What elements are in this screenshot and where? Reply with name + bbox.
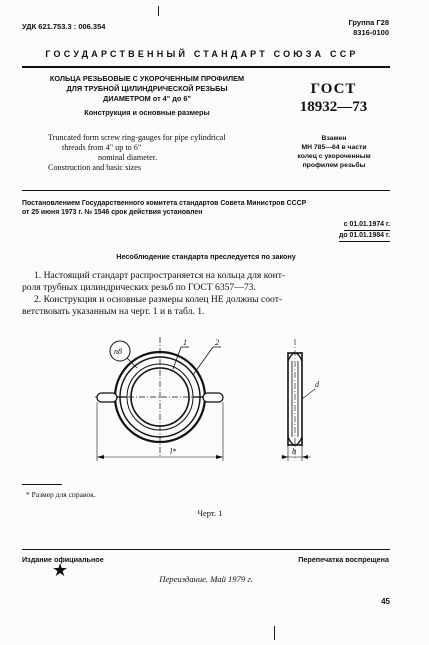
leader-line-2 xyxy=(193,347,213,375)
surface-finish-label: n8 xyxy=(114,347,122,356)
title-en-line: Truncated form screw ring-gauges for pipe cylindrical xyxy=(48,133,226,142)
replacement-line: Взамен xyxy=(321,135,347,142)
replacement-line: профилем резьбы xyxy=(302,162,366,169)
title-ru-line: КОЛЬЦА РЕЗЬБОВЫЕ С УКОРОЧЕННЫМ ПРОФИЛЕМ xyxy=(49,74,245,83)
paragraph-line: ветствовать указанным на черт. 1 и в табл. 1. xyxy=(22,306,205,317)
title-en-line: nominal diameter. xyxy=(98,153,158,162)
group-code xyxy=(348,18,389,38)
star-icon: ★ xyxy=(52,560,69,580)
footnote-rule xyxy=(22,484,62,485)
replacement-line: колец с укороченным xyxy=(297,153,371,160)
official-edition: Издание официальное xyxy=(22,555,104,564)
title-ru xyxy=(22,74,272,118)
date-from: с 01.01.1974 г. xyxy=(344,220,390,231)
reprint-notice: Перепечатка воспрещена xyxy=(298,555,389,564)
decree-text xyxy=(22,199,390,217)
handle-right xyxy=(203,393,223,402)
gost-designation xyxy=(286,80,381,116)
footnote: * Размер для справок. xyxy=(26,490,96,499)
title-en-line: threads from 4" up to 6" xyxy=(62,143,142,152)
gost-label: ГОСТ xyxy=(310,81,357,97)
dim-l-arrow-left xyxy=(97,455,104,459)
dim-b-arrow-right xyxy=(302,455,308,459)
title-en-line: Construction and basic sizes xyxy=(48,163,142,172)
reissue-note: Переиздание. Май 1979 г. xyxy=(159,574,253,584)
title-ru-line: ДИАМЕТРОМ от 4" до 6" xyxy=(103,94,191,103)
gost-number: 18932—73 xyxy=(299,99,368,115)
group-line: Группа Г28 xyxy=(348,18,389,27)
okp-code: 8316-0100 xyxy=(353,28,389,37)
paragraph-line: 1. Настоящий стандарт распространяется на кольца для конт- xyxy=(34,270,286,281)
leader-label-1: 1 xyxy=(183,338,187,347)
body-text xyxy=(22,270,390,318)
scan-mark-bottom xyxy=(274,626,275,640)
decree-line: от 25 июня 1973 г. № 1546 срок действия установлен xyxy=(22,209,203,216)
violation-notice: Несоблюдение стандарта преследуется по закону xyxy=(116,252,296,261)
standard-name: ГОСУДАРСТВЕННЫЙ СТАНДАРТ СОЮЗА ССР xyxy=(45,49,359,59)
dim-l-label: l* xyxy=(170,447,177,456)
paragraph-line: роля трубных цилиндрических резьб по ГОСТ 6357—73. xyxy=(22,282,256,293)
dim-d-label: d xyxy=(315,380,319,389)
middle-rule xyxy=(22,190,390,191)
replacement-note xyxy=(278,134,390,170)
leader-label-2: 2 xyxy=(215,338,219,347)
dim-l-arrow-right xyxy=(216,455,223,459)
handle-left xyxy=(97,393,117,402)
title-ru-subtitle: Конструкция и основные размеры xyxy=(84,108,210,117)
udk-code: УДК 621.753.3 : 006.354 xyxy=(22,22,106,31)
date-to: до 01.01.1984 г. xyxy=(339,231,390,242)
title-en xyxy=(48,133,278,173)
leader-line-1 xyxy=(173,347,181,369)
ring-gauge-drawing xyxy=(75,335,375,475)
decree-line: Постановлением Государственного комитета стандартов Совета Министров СССР xyxy=(22,200,307,207)
validity-dates xyxy=(339,220,390,242)
title-ru-line: ДЛЯ ТРУБНОЙ ЦИЛИНДРИЧЕСКОЙ РЕЗЬБЫ xyxy=(66,84,228,93)
figure-caption: Черт. 1 xyxy=(197,508,223,518)
dim-b-label: b xyxy=(292,447,296,456)
dim-d-leader xyxy=(302,389,315,399)
bottom-rule xyxy=(22,549,390,550)
page-number: 45 xyxy=(381,597,390,606)
paragraph-line: 2. Конструкция и основные размеры колец НЕ должны соот- xyxy=(34,294,283,305)
dim-b-arrow-left xyxy=(282,455,288,459)
scan-mark-top xyxy=(158,6,159,16)
top-rule xyxy=(22,66,390,68)
replacement-line: МН 785—64 в части xyxy=(301,144,367,151)
